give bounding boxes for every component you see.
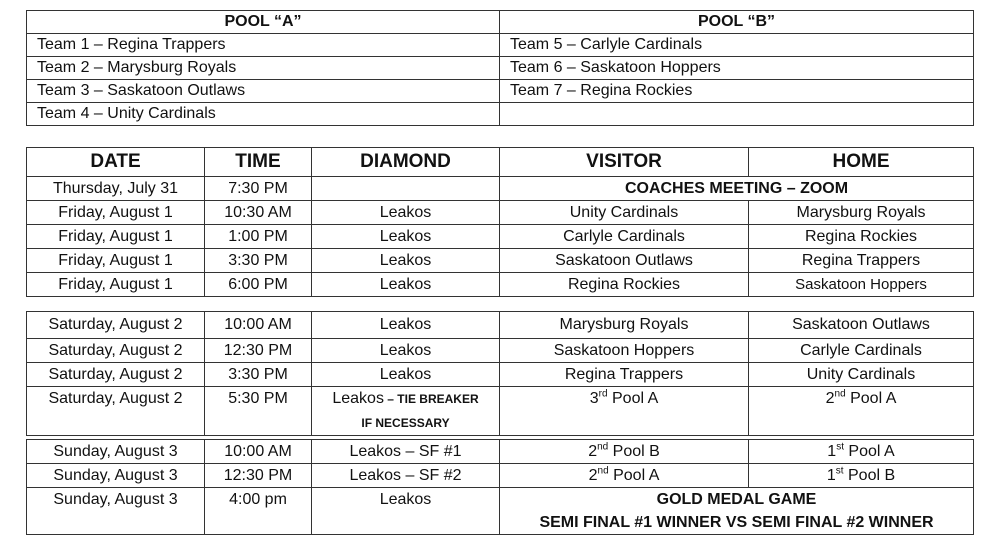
gold-medal-cell [500,488,974,535]
diamond-cell: Leakos [312,363,500,387]
schedule-table-sunday [26,439,974,535]
home-cell: Unity Cardinals [749,363,974,387]
diamond-cell: Leakos [312,201,500,225]
diamond-cell: Leakos [312,273,500,297]
pool-b-team: Team 7 – Regina Rockies [500,80,974,103]
seed-pool: Pool B [608,443,660,460]
seed-number: 2 [588,443,598,460]
diamond-cell [312,177,500,201]
seed-number: 1 [826,467,836,484]
table-row [27,464,974,488]
date-cell: Saturday, August 2 [27,312,205,339]
seed-suffix: st [836,441,844,453]
time-cell: 4:00 pm [205,488,312,535]
table-row [27,312,974,339]
gold-medal-matchup: SEMI FINAL #1 WINNER VS SEMI FINAL #2 WINNER [539,514,934,531]
visitor-cell: Regina Rockies [500,273,749,297]
date-cell: Friday, August 1 [27,225,205,249]
home-cell: Marysburg Royals [749,201,974,225]
seed-pool: Pool B [843,467,896,484]
diamond-cell: Leakos [312,249,500,273]
time-cell: 6:00 PM [205,273,312,297]
header-visitor: VISITOR [500,148,749,177]
pool-b-title: POOL “B” [500,11,974,34]
visitor-cell: Unity Cardinals [500,201,749,225]
visitor-cell: Saskatoon Outlaws [500,249,749,273]
home-cell: Regina Rockies [749,225,974,249]
time-cell: 10:00 AM [205,440,312,464]
time-cell: 5:30 PM [205,387,312,436]
pool-a-team: Team 1 – Regina Trappers [27,34,500,57]
table-row [27,387,974,436]
time-cell: 10:30 AM [205,201,312,225]
diamond-name: Leakos [332,390,384,407]
table-row [27,249,974,273]
date-cell: Saturday, August 2 [27,387,205,436]
seed-pool: Pool A [845,390,897,407]
seed-suffix: nd [597,465,609,477]
date-cell: Sunday, August 3 [27,464,205,488]
time-cell: 10:00 AM [205,312,312,339]
table-row [27,440,974,464]
table-row [27,201,974,225]
header-diamond: DIAMOND [312,148,500,177]
time-cell: 3:30 PM [205,363,312,387]
pool-a-team: Team 4 – Unity Cardinals [27,103,500,126]
date-cell: Thursday, July 31 [27,177,205,201]
table-row [27,177,974,201]
seed-suffix: nd [834,388,846,400]
seed-number: 2 [588,467,598,484]
meeting-cell: COACHES MEETING – ZOOM [500,177,974,201]
table-row [27,339,974,363]
visitor-cell [500,464,749,488]
seed-pool: Pool A [607,390,659,407]
pool-b-team [500,103,974,126]
header-date: DATE [27,148,205,177]
tie-breaker-note: – TIE BREAKER [383,392,479,406]
seed-suffix: nd [597,441,609,453]
visitor-cell: Marysburg Royals [500,312,749,339]
date-cell: Friday, August 1 [27,273,205,297]
visitor-cell: Carlyle Cardinals [500,225,749,249]
pool-a-title: POOL “A” [27,11,500,34]
gold-medal-title: GOLD MEDAL GAME [656,491,817,508]
schedule-table-saturday [26,311,974,436]
seed-pool: Pool A [608,467,660,484]
seed-number: 1 [827,443,837,460]
date-cell: Saturday, August 2 [27,339,205,363]
pool-a-team: Team 3 – Saskatoon Outlaws [27,80,500,103]
table-row [27,225,974,249]
diamond-cell: Leakos [312,339,500,363]
diamond-cell: Leakos [312,488,500,535]
date-cell: Friday, August 1 [27,201,205,225]
header-home: HOME [749,148,974,177]
date-cell: Sunday, August 3 [27,488,205,535]
seed-number: 3 [589,390,599,407]
home-cell: Saskatoon Hoppers [749,273,974,297]
diamond-cell: Leakos – SF #2 [312,464,500,488]
seed-pool: Pool A [843,443,895,460]
pool-b-team: Team 6 – Saskatoon Hoppers [500,57,974,80]
header-time: TIME [205,148,312,177]
pool-a-team: Team 2 – Marysburg Royals [27,57,500,80]
home-cell [749,440,974,464]
visitor-cell [500,440,749,464]
visitor-cell: Regina Trappers [500,363,749,387]
home-cell [749,387,974,436]
date-cell: Saturday, August 2 [27,363,205,387]
time-cell: 1:00 PM [205,225,312,249]
seed-suffix: st [835,465,844,477]
table-row [27,273,974,297]
home-cell [749,464,974,488]
schedule-header-row [27,148,974,177]
home-cell: Carlyle Cardinals [749,339,974,363]
table-row [27,363,974,387]
date-cell: Friday, August 1 [27,249,205,273]
seed-suffix: rd [598,388,608,400]
time-cell: 7:30 PM [205,177,312,201]
time-cell: 3:30 PM [205,249,312,273]
table-row [27,488,974,535]
diamond-cell: Leakos [312,312,500,339]
home-cell: Saskatoon Outlaws [749,312,974,339]
visitor-cell [500,387,749,436]
diamond-cell: Leakos [312,225,500,249]
seed-number: 2 [825,390,835,407]
schedule-table-friday [26,147,974,297]
if-necessary-note: IF NECESSARY [361,416,450,430]
home-cell: Regina Trappers [749,249,974,273]
diamond-cell: Leakos – SF #1 [312,440,500,464]
pools-table [26,10,974,126]
time-cell: 12:30 PM [205,339,312,363]
date-cell: Sunday, August 3 [27,440,205,464]
pool-b-team: Team 5 – Carlyle Cardinals [500,34,974,57]
diamond-cell [312,387,500,436]
time-cell: 12:30 PM [205,464,312,488]
visitor-cell: Saskatoon Hoppers [500,339,749,363]
